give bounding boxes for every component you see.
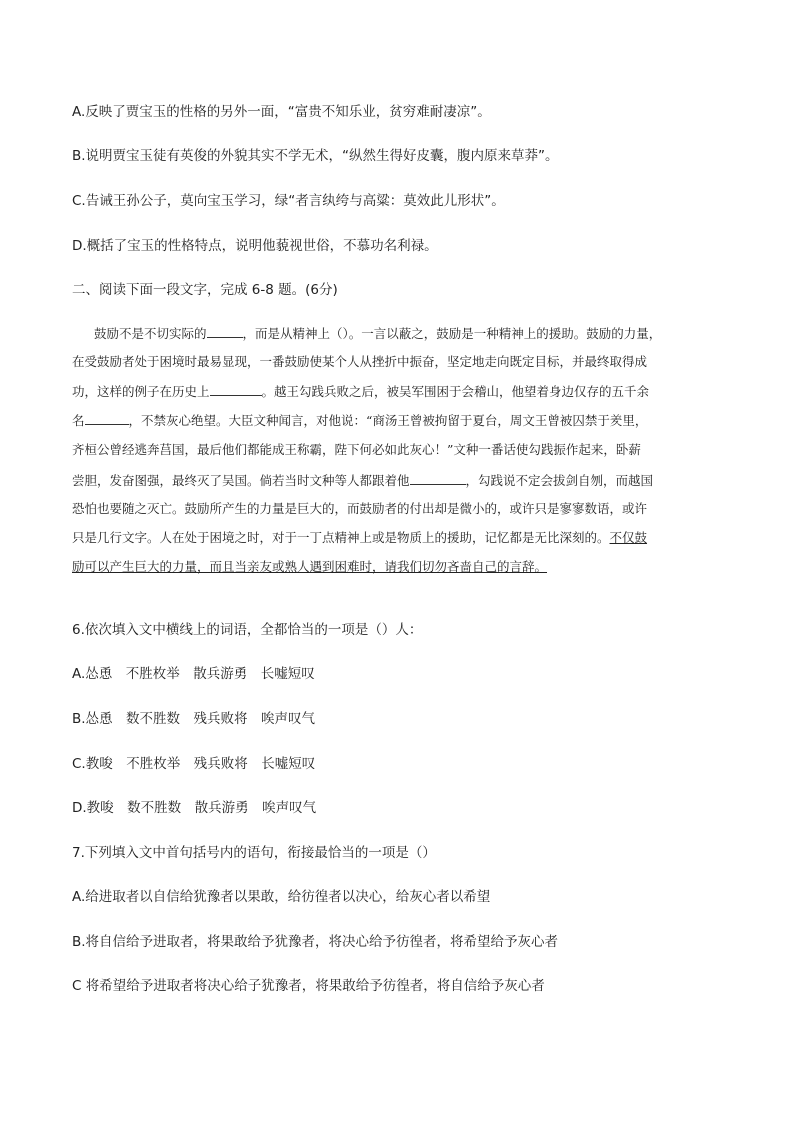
fill-blank-4 <box>410 470 466 485</box>
section-heading: 二、阅读下面一段文字，完成 6-8 题。(6分) <box>72 282 338 298</box>
passage-line: 齐桓公曾经逃奔莒国，最后他们都能成王称霸，陛下何必如此灰心！”文种一番话使勾践振作起来，卧薪 <box>72 442 641 457</box>
q7-option-c: C 将希望给予进取者将决心给子犹豫者，将果敢给予彷徨者，将自信给予灰心者 <box>72 978 545 994</box>
passage-line: 功，这样的例子在历史上 。越王勾践兵败之后，被吴军围困于会稽山，他望着身边仅存的五千余 <box>72 381 649 402</box>
q5-option-a: A.反映了贾宝玉的性格的另外一面，“富贵不知乐业，贫穷难耐凄凉”。 <box>72 104 491 120</box>
passage-line: 只是几行文字。人在处于困境之时，对于一丁点精神上或是物质上的援助，记忆都是无比深刻的。不仅鼓 <box>72 530 648 545</box>
fill-blank-3 <box>85 410 129 425</box>
q5-option-c: C.告诫王孙公子，莫向宝玉学习，绿“者言纨绔与高粱：莫效此儿形状”。 <box>72 193 505 209</box>
passage-line: 恐怕也要随之灭亡。鼓励所产生的力量是巨大的，而鼓励者的付出却是微小的，或许只是寥寥数语，或许 <box>72 501 648 516</box>
q6-stem: 6.依次填入文中横线上的词语，全都恰当的一项是（）人： <box>72 622 423 638</box>
q5-option-d: D.概括了宝玉的性格特点，说明他藐视世俗，不慕功名利禄。 <box>72 238 438 254</box>
q6-option-c: C.教唆 不胜枚举 残兵败将 长嘘短叹 <box>72 756 316 772</box>
q7-stem: 7.下列填入文中首句括号内的语句，衔接最恰当的一项是（） <box>72 845 436 861</box>
passage-line: 在受鼓励者处于困境时最易显现，一番鼓励使某个人从挫折中振奋，坚定地走向既定目标，并最终取得成 <box>72 354 648 369</box>
q6-option-b: B.怂恿 数不胜数 残兵败将 唉声叹气 <box>72 711 316 727</box>
q6-option-a: A.怂恿 不胜枚举 散兵游勇 长嘘短叹 <box>72 666 315 682</box>
passage-line: 名 ，不禁灰心绝望。大臣文种闻言，对他说：“商汤王曾被拘留于夏台，周文王曾被囚禁于羑里， <box>72 410 647 431</box>
q7-option-a: A.给进取者以自信给犹豫者以果敢，给彷徨者以决心，给灰心者以希望 <box>72 889 491 905</box>
passage-line: 尝胆，发奋图强，最终灭了吴国。倘若当时文种等人都跟着他 ，勾践说不定会拔剑自刎，而越国 <box>72 470 653 491</box>
fill-blank-1 <box>207 323 243 338</box>
underlined-sentence: 励可以产生巨大的力量，而且当亲友或熟人遇到困难时，请我们切勿吝啬自己的言辞。 <box>72 559 548 574</box>
fill-blank-2 <box>210 381 262 396</box>
q5-option-b: B.说明贾宝玉徒有英俊的外貌其实不学无术，“纵然生得好皮囊，腹内原来草莽”。 <box>72 148 559 164</box>
q7-option-b: B.将自信给予进取者，将果敢给予犹豫者，将决心给予彷徨者，将希望给予灰心者 <box>72 934 559 950</box>
passage-line: 鼓励不是不切实际的 ，而是从精神上（）。一言以蔽之，鼓励是一种精神上的援助。鼓励的力量， <box>94 323 661 344</box>
underlined-sentence: 不仅鼓 <box>609 530 648 545</box>
q6-option-d: D.教唆 数不胜数 散兵游勇 唉声叹气 <box>72 800 317 816</box>
